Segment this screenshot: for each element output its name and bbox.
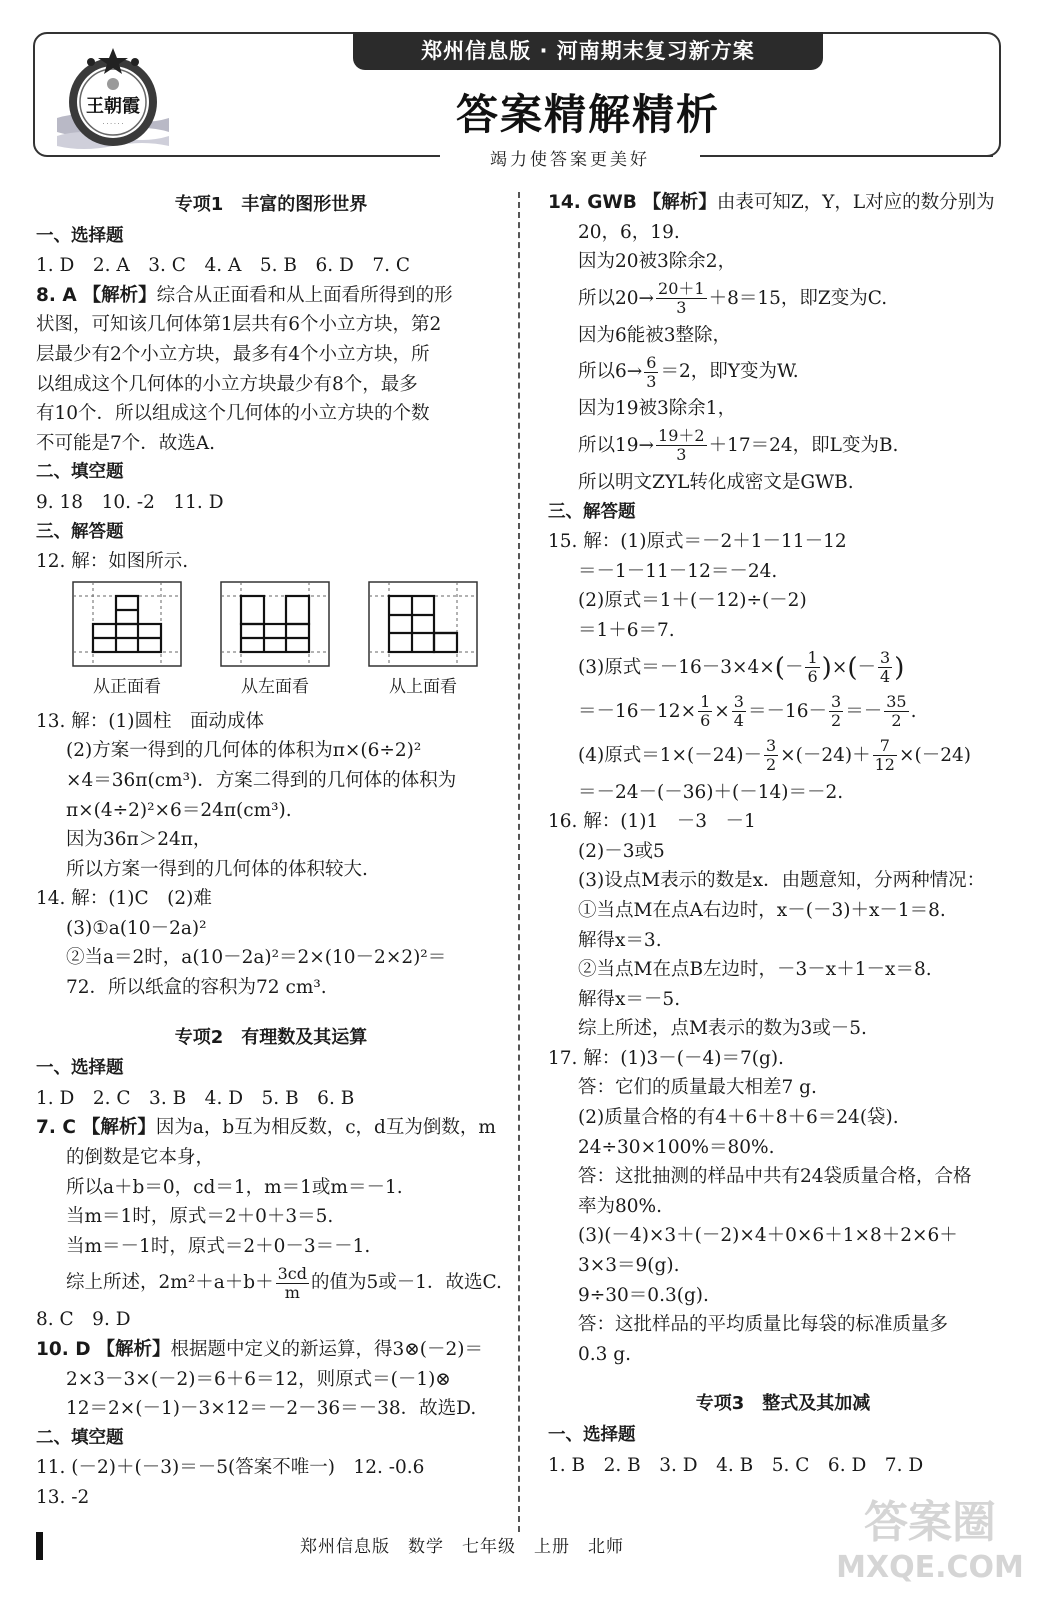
fraction: $\frac{3}{4}$ [733, 692, 744, 731]
answer-line: 综上所述，点M表示的数为3或－5. [578, 1018, 867, 1040]
answer-line: ②当a＝2时，a(10－2a)²＝2×(10－2×2)²＝ [66, 947, 447, 969]
answer-line: 解得x＝3. [578, 929, 662, 951]
view-figures [36, 577, 506, 707]
answer-line: 3×3＝9(g). [578, 1255, 680, 1277]
answer-line: 13. -2 [36, 1486, 90, 1508]
left-view-grid-icon [220, 581, 330, 667]
column-divider [518, 192, 520, 1532]
svg-text:MXQE.COM: MXQE.COM [836, 1550, 1024, 1585]
answer-line: 所以方案一得到的几何体的体积较大. [66, 858, 368, 880]
answer-line: 72．所以纸盒的容积为72 cm³. [66, 977, 327, 999]
answer-line: 11. (－2)＋(－3)＝－5(答案不唯一) 12. -0.6 [36, 1457, 425, 1479]
svg-text:· · · · · ·: · · · · · · [102, 121, 124, 128]
category-heading: 一、选择题 [36, 225, 124, 246]
answer-line: 状图，可知该几何体第1层共有6个小立方块，第2 [36, 314, 442, 336]
answer-line: 因为6能被3整除， [578, 324, 732, 346]
answer-line: 所以a＋b＝0，cd＝1，m＝1或m＝－1. [66, 1176, 403, 1198]
section-title: 专项3 整式及其加减 [695, 1393, 871, 1415]
fraction: $\frac{3}{2}$ [831, 692, 842, 731]
answer-line: 16. 解：(1)1 －3 －1 [548, 811, 756, 833]
answer-line: 15. 解：(1)原式＝－2＋1－11－12 [548, 531, 847, 553]
section-title: 专项2 有理数及其运算 [174, 1026, 368, 1048]
answer-line: 7. C 【解析】因为a，b互为相反数，c，d互为倒数，m [36, 1117, 496, 1139]
left-view-figure [220, 581, 330, 703]
answer-line: 1. B 2. B 3. D 4. B 5. C 6. D 7. D [548, 1454, 924, 1476]
answer-line: (3)(－4)×3＋(－2)×4＋0×6＋1×8＋2×6＋ [578, 1225, 958, 1247]
fraction: $\frac{20+1}{3}$ [658, 279, 705, 318]
answer-line: 12. 解：如图所示. [36, 551, 189, 573]
fraction: $\frac{7}{12}$ [874, 736, 895, 775]
logo-badge-icon [53, 40, 173, 155]
category-heading: 二、填空题 [36, 1427, 124, 1448]
answer-line: 因为19被3除余1， [578, 398, 737, 420]
fraction: $\frac{3}{2}$ [765, 736, 777, 775]
answer-line: 当m＝1时，原式＝2＋0＋3＝5. [66, 1206, 334, 1228]
answer-line: 以组成这个几何体的小立方块最少有8个，最多 [36, 373, 418, 395]
top-view-figure [368, 581, 478, 703]
front-view-grid-icon [72, 581, 182, 667]
svg-text:王朝霞: 王朝霞 [86, 96, 140, 117]
fraction: $\frac{19+2}{3}$ [658, 426, 705, 465]
answer-line: 8. C 9. D [36, 1309, 131, 1331]
answer-line: 所以20→ $\frac{20+1}{3}$ ＋8＝15，即Z变为C. [578, 279, 888, 318]
top-view-grid-icon [368, 581, 478, 667]
answer-line: 12＝2×(－1)－3×12＝－2－36＝－38．故选D. [66, 1398, 477, 1420]
figure-caption: 从正面看 [93, 676, 161, 697]
answer-line: 因为20被3除余2， [578, 251, 737, 273]
fraction: $\frac{1}{6}$ [807, 648, 818, 687]
answer-line: (2)方案一得到的几何体的体积为π×(6÷2)² [66, 740, 422, 762]
answer-line: (2)质量合格的有4＋6＋8＋6＝24(袋). [578, 1107, 899, 1129]
category-heading: 二、填空题 [36, 462, 124, 483]
answer-line: 答：这批抽测的样品中共有24袋质量合格，合格 [578, 1166, 972, 1188]
answer-line: 的倒数是它本身， [66, 1147, 215, 1169]
svg-text:答案圈: 答案圈 [864, 1497, 996, 1548]
figure-caption: 从上面看 [389, 676, 457, 697]
front-view-figure [72, 581, 182, 703]
answer-line: ①当点M在点A右边时，x－(－3)＋x－1＝8. [578, 899, 946, 921]
answer-line: 24÷30×100%＝80%. [578, 1136, 775, 1158]
category-heading: 三、解答题 [36, 521, 124, 542]
category-heading: 一、选择题 [36, 1058, 124, 1079]
answer-line: 当m＝－1时，原式＝2＋0－3＝－1. [66, 1235, 371, 1257]
answer-line: (3)设点M表示的数是x．由题意知，分两种情况： [578, 870, 986, 892]
answer-line: 8. A 【解析】综合从正面看和从上面看所得到的形 [36, 284, 453, 306]
answer-line: 答：这批样品的平均质量比每袋的标准质量多 [578, 1314, 949, 1336]
answer-line: 所以19→ $\frac{19+2}{3}$ ＋17＝24，即L变为B. [578, 426, 899, 465]
answer-line: 综上所述，2m²＋a＋b＋ $\frac{3cd}{m}$ 的值为5或－1．故选C. [66, 1263, 502, 1302]
answer-line: 答：它们的质量最大相差7 g. [578, 1077, 817, 1099]
answer-line: 不可能是7个．故选A. [36, 432, 216, 454]
page-title: 答案精解精析 [455, 90, 720, 139]
answer-line: ＝－24－(－36)＋(－14)＝－2. [578, 781, 844, 803]
answer-line: 9. 18 10. -2 11. D [36, 491, 224, 513]
answer-line: ＝－1－11－12＝－24. [578, 560, 778, 582]
answer-line: 14. 解：(1)C (2)难 [36, 888, 212, 910]
answer-line: (2)原式＝1＋(－12)÷(－2) [578, 590, 807, 612]
answer-line: 层最少有2个小立方块，最多有4个小立方块，所 [36, 343, 430, 365]
slogan: 竭力使答案更美好 [440, 145, 700, 170]
category-heading: 三、解答题 [548, 501, 636, 522]
answer-line: 解得x＝－5. [578, 988, 681, 1010]
category-heading: 一、选择题 [548, 1425, 636, 1445]
section-gap [36, 1003, 506, 1021]
fraction: $\frac{6}{3}$ [646, 352, 657, 391]
answer-line: ×4＝36π(cm³)．方案二得到的几何体的体积为 [66, 769, 457, 791]
answer-line: 有10个．所以组成这个几何体的小立方块的个数 [36, 403, 430, 425]
answer-line: 13. 解：(1)圆柱 面动成体 [36, 710, 265, 732]
answer-line: 所以明文ZYL转化成密文是GWB. [578, 471, 854, 493]
right-column [548, 188, 1018, 1480]
answer-line: ＝－16－12× $\frac{1}{6}$ × $\frac{3}{4}$ ＝－16－ $\frac{3}{2}$ ＝－ $\frac{35}{2}$ . [578, 692, 917, 731]
answer-line: (3)①a(10－2a)² [66, 917, 207, 939]
answer-line: 1. D 2. C 3. B 4. D 5. B 6. B [36, 1087, 355, 1109]
answer-line: 1. D 2. A 3. C 4. A 5. B 6. D 7. C [36, 255, 411, 277]
section-gap [548, 1369, 1018, 1387]
fraction: $\frac{3}{4}$ [880, 648, 891, 687]
answer-line: 因为36π＞24π， [66, 829, 212, 851]
section-title: 专项1 丰富的图形世界 [174, 194, 368, 215]
answer-line: 9÷30＝0.3(g). [578, 1284, 709, 1306]
footer-text: 郑州信息版 数学 七年级 上册 北师 [300, 1537, 624, 1557]
answer-line: 0.3 g. [578, 1343, 632, 1365]
answer-line: 17. 解：(1)3－(－4)＝7(g). [548, 1047, 784, 1069]
answer-line: (4)原式＝1×(－24)－ $\frac{3}{2}$ ×(－24)＋ $\frac{7}{12}$ ×(－24) [578, 736, 971, 775]
answer-line: 2×3－3×(－2)＝6＋6＝12，则原式＝(－1)⊗ [66, 1368, 451, 1390]
fraction: $\frac{1}{6}$ [700, 692, 711, 731]
fraction: $\frac{35}{2}$ [886, 692, 907, 731]
answer-line: (3)原式＝－16－3×4×(－ $\frac{1}{6}$ )×(－ $\frac{3}{4}$ ) [578, 648, 905, 687]
edition-ribbon: 郑州信息版 · 河南期末复习新方案 [353, 32, 823, 70]
answer-line: ②当点M在点B左边时，－3－x＋1－x＝8. [578, 959, 932, 981]
answer-line: 20，6，19. [578, 221, 680, 243]
answer-line: π×(4÷2)²×6＝24π(cm³). [66, 799, 292, 821]
watermark-logo-icon [830, 1482, 1030, 1592]
answer-line: ＝1＋6＝7. [578, 619, 675, 641]
answer-line: (2)－3或5 [578, 840, 665, 862]
left-column [36, 188, 506, 1513]
answer-line: 率为80%. [578, 1195, 662, 1217]
footer-mark [36, 1532, 43, 1560]
page-header [33, 32, 1001, 157]
answer-line: 14. GWB 【解析】由表可知Z，Y，L对应的数分别为 [548, 192, 995, 213]
answer-line: 10. D 【解析】根据题中定义的新运算，得3⊗(－2)＝ [36, 1339, 483, 1360]
answer-line: 所以6→ $\frac{6}{3}$ ＝2，即Y变为W. [578, 352, 799, 391]
figure-caption: 从左面看 [241, 676, 309, 697]
fraction: $\frac{3cd}{m}$ [277, 1263, 307, 1302]
